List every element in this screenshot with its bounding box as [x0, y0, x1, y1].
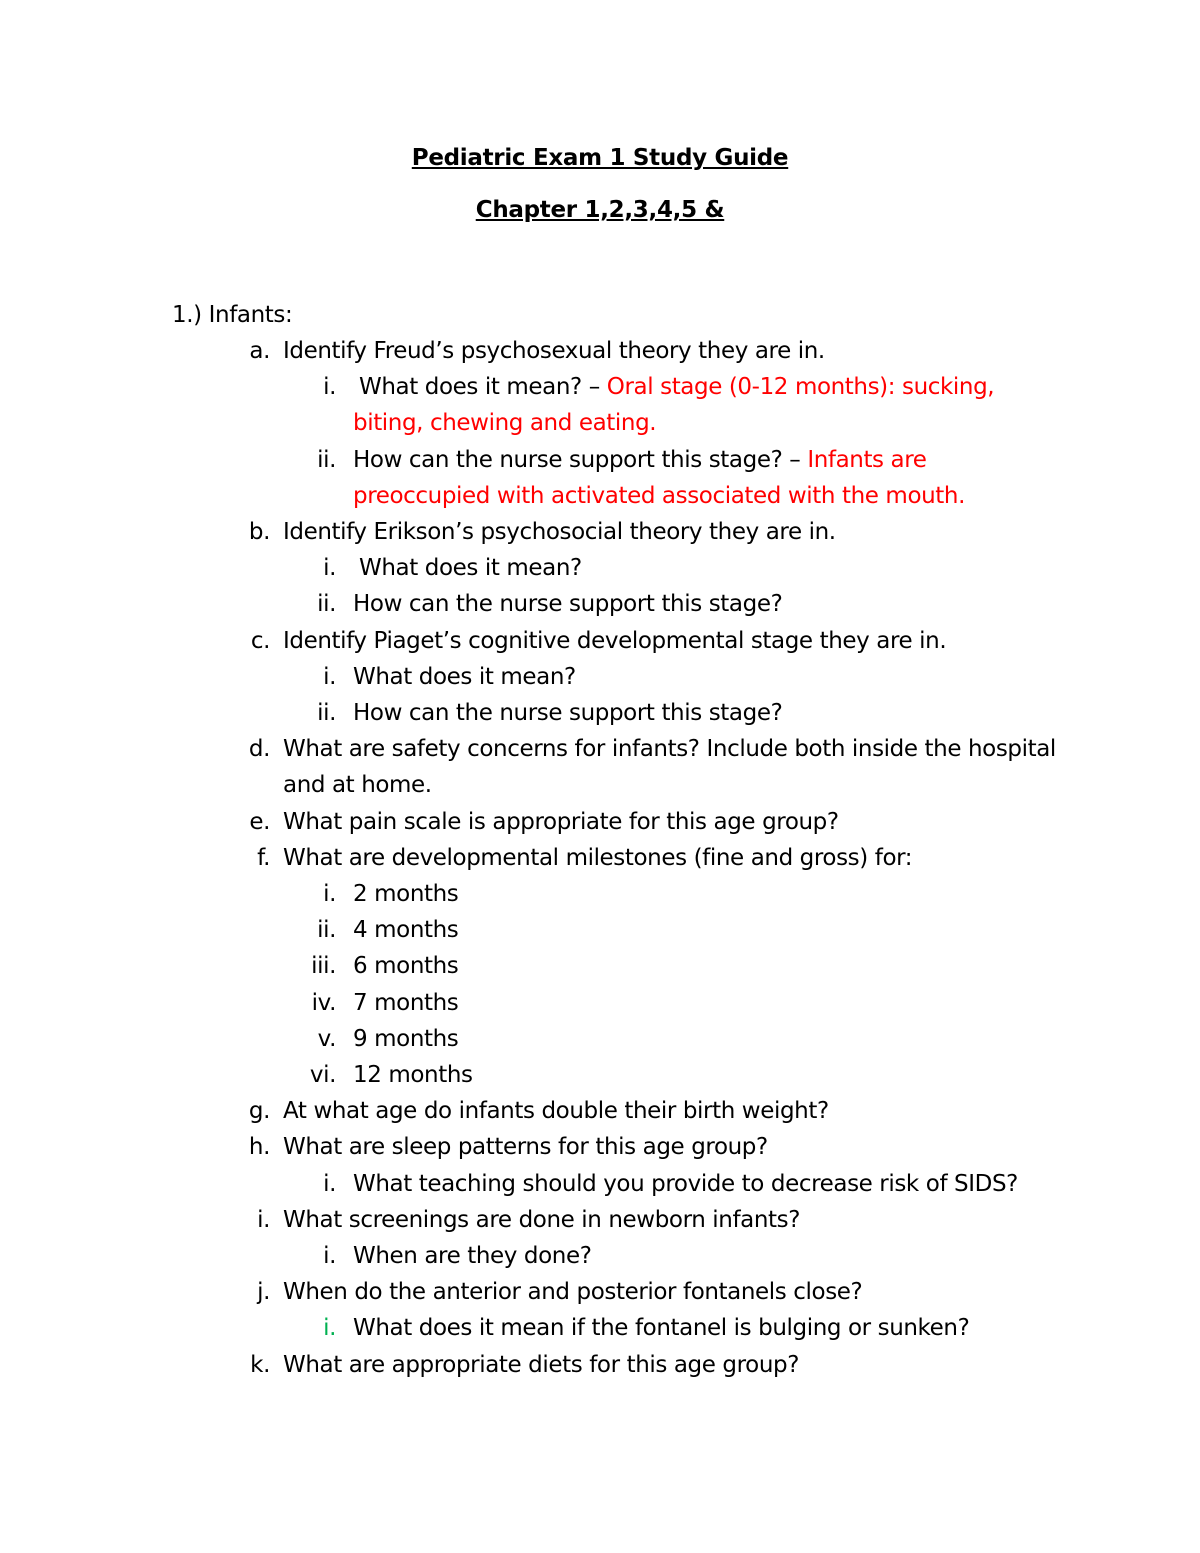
subitem-f-vi: 12 months	[353, 1062, 473, 1088]
subitem-marker-c-ii: ii.	[317, 700, 336, 726]
subitem-marker-a-ii: ii.	[317, 447, 336, 473]
subitem-marker-f-ii: ii.	[317, 917, 336, 943]
item-marker-a: a.	[249, 338, 270, 364]
item-marker-e: e.	[249, 809, 270, 835]
item-d-text-cont: and at home.	[283, 772, 432, 798]
subitem-b-ii: How can the nurse support this stage?	[353, 591, 783, 617]
item-a-text: Identify Freud’s psychosexual theory they are in.	[283, 338, 825, 364]
subitem-a-i	[359, 372, 994, 402]
subitem-a-i-question: What does it mean? –	[359, 374, 600, 400]
subitem-marker-b-ii: ii.	[317, 591, 336, 617]
item-marker-f: f.	[257, 845, 270, 871]
document-title: Pediatric Exam 1 Study Guide	[411, 145, 789, 171]
subitem-c-i: What does it mean?	[353, 664, 576, 690]
item-marker-k: k.	[250, 1352, 270, 1378]
subitem-marker-i-i: i.	[323, 1243, 336, 1269]
subitem-marker-b-i: i.	[323, 555, 336, 581]
subitem-f-ii: 4 months	[353, 917, 459, 943]
item-k-text: What are appropriate diets for this age group?	[283, 1352, 800, 1378]
subitem-marker-f-vi: vi.	[309, 1062, 336, 1088]
subitem-a-ii-answer-cont: preoccupied with activated associated with the mouth.	[353, 483, 965, 509]
subitem-a-i-answer-cont: biting, chewing and eating.	[353, 410, 657, 436]
item-marker-c: c.	[250, 628, 270, 654]
subitem-j-i: What does it mean if the fontanel is bulging or sunken?	[353, 1315, 970, 1341]
subitem-f-iii: 6 months	[353, 953, 459, 979]
item-b-text: Identify Erikson’s psychosocial theory they are in.	[283, 519, 836, 545]
subitem-marker-h-i: i.	[323, 1171, 336, 1197]
subitem-marker-a-i: i.	[323, 374, 336, 400]
item-i-text: What screenings are done in newborn infants?	[283, 1207, 801, 1233]
subitem-a-i-answer: Oral stage (0-12 months): sucking,	[606, 374, 995, 400]
subitem-marker-j-i: i.	[323, 1315, 336, 1341]
chapter-heading: Chapter 1,2,3,4,5 &	[475, 197, 725, 223]
item-h-text: What are sleep patterns for this age group?	[283, 1134, 768, 1160]
subitem-marker-f-iv: iv.	[311, 990, 336, 1016]
subitem-f-iv: 7 months	[353, 990, 459, 1016]
section-marker: 1.)	[172, 302, 202, 328]
section-label: Infants:	[208, 302, 293, 328]
item-marker-h: h.	[248, 1134, 270, 1160]
subitem-marker-f-iii: iii.	[311, 953, 336, 979]
item-marker-j: j.	[257, 1279, 270, 1305]
subitem-marker-f-v: v.	[317, 1026, 336, 1052]
subitem-i-i: When are they done?	[353, 1243, 592, 1269]
subitem-c-ii: How can the nurse support this stage?	[353, 700, 783, 726]
item-f-text: What are developmental milestones (fine and gross) for:	[283, 845, 913, 871]
subitem-h-i: What teaching should you provide to decrease risk of SIDS?	[353, 1171, 1018, 1197]
subitem-marker-f-i: i.	[323, 881, 336, 907]
item-marker-b: b.	[248, 519, 270, 545]
subitem-a-ii-answer: Infants are	[807, 447, 927, 473]
section-heading	[172, 300, 292, 330]
item-d-text: What are safety concerns for infants? Include both inside the hospital	[283, 736, 1056, 762]
item-marker-d: d.	[248, 736, 270, 762]
subitem-a-ii	[353, 445, 927, 475]
item-e-text: What pain scale is appropriate for this age group?	[283, 809, 839, 835]
subitem-b-i: What does it mean?	[359, 555, 582, 581]
subitem-f-v: 9 months	[353, 1026, 459, 1052]
subitem-marker-c-i: i.	[323, 664, 336, 690]
item-marker-i: i.	[257, 1207, 270, 1233]
item-j-text: When do the anterior and posterior fontanels close?	[283, 1279, 863, 1305]
item-g-text: At what age do infants double their birth weight?	[283, 1098, 829, 1124]
item-c-text: Identify Piaget’s cognitive developmental stage they are in.	[283, 628, 947, 654]
item-marker-g: g.	[248, 1098, 270, 1124]
subitem-a-ii-question: How can the nurse support this stage? –	[353, 447, 801, 473]
subitem-f-i: 2 months	[353, 881, 459, 907]
